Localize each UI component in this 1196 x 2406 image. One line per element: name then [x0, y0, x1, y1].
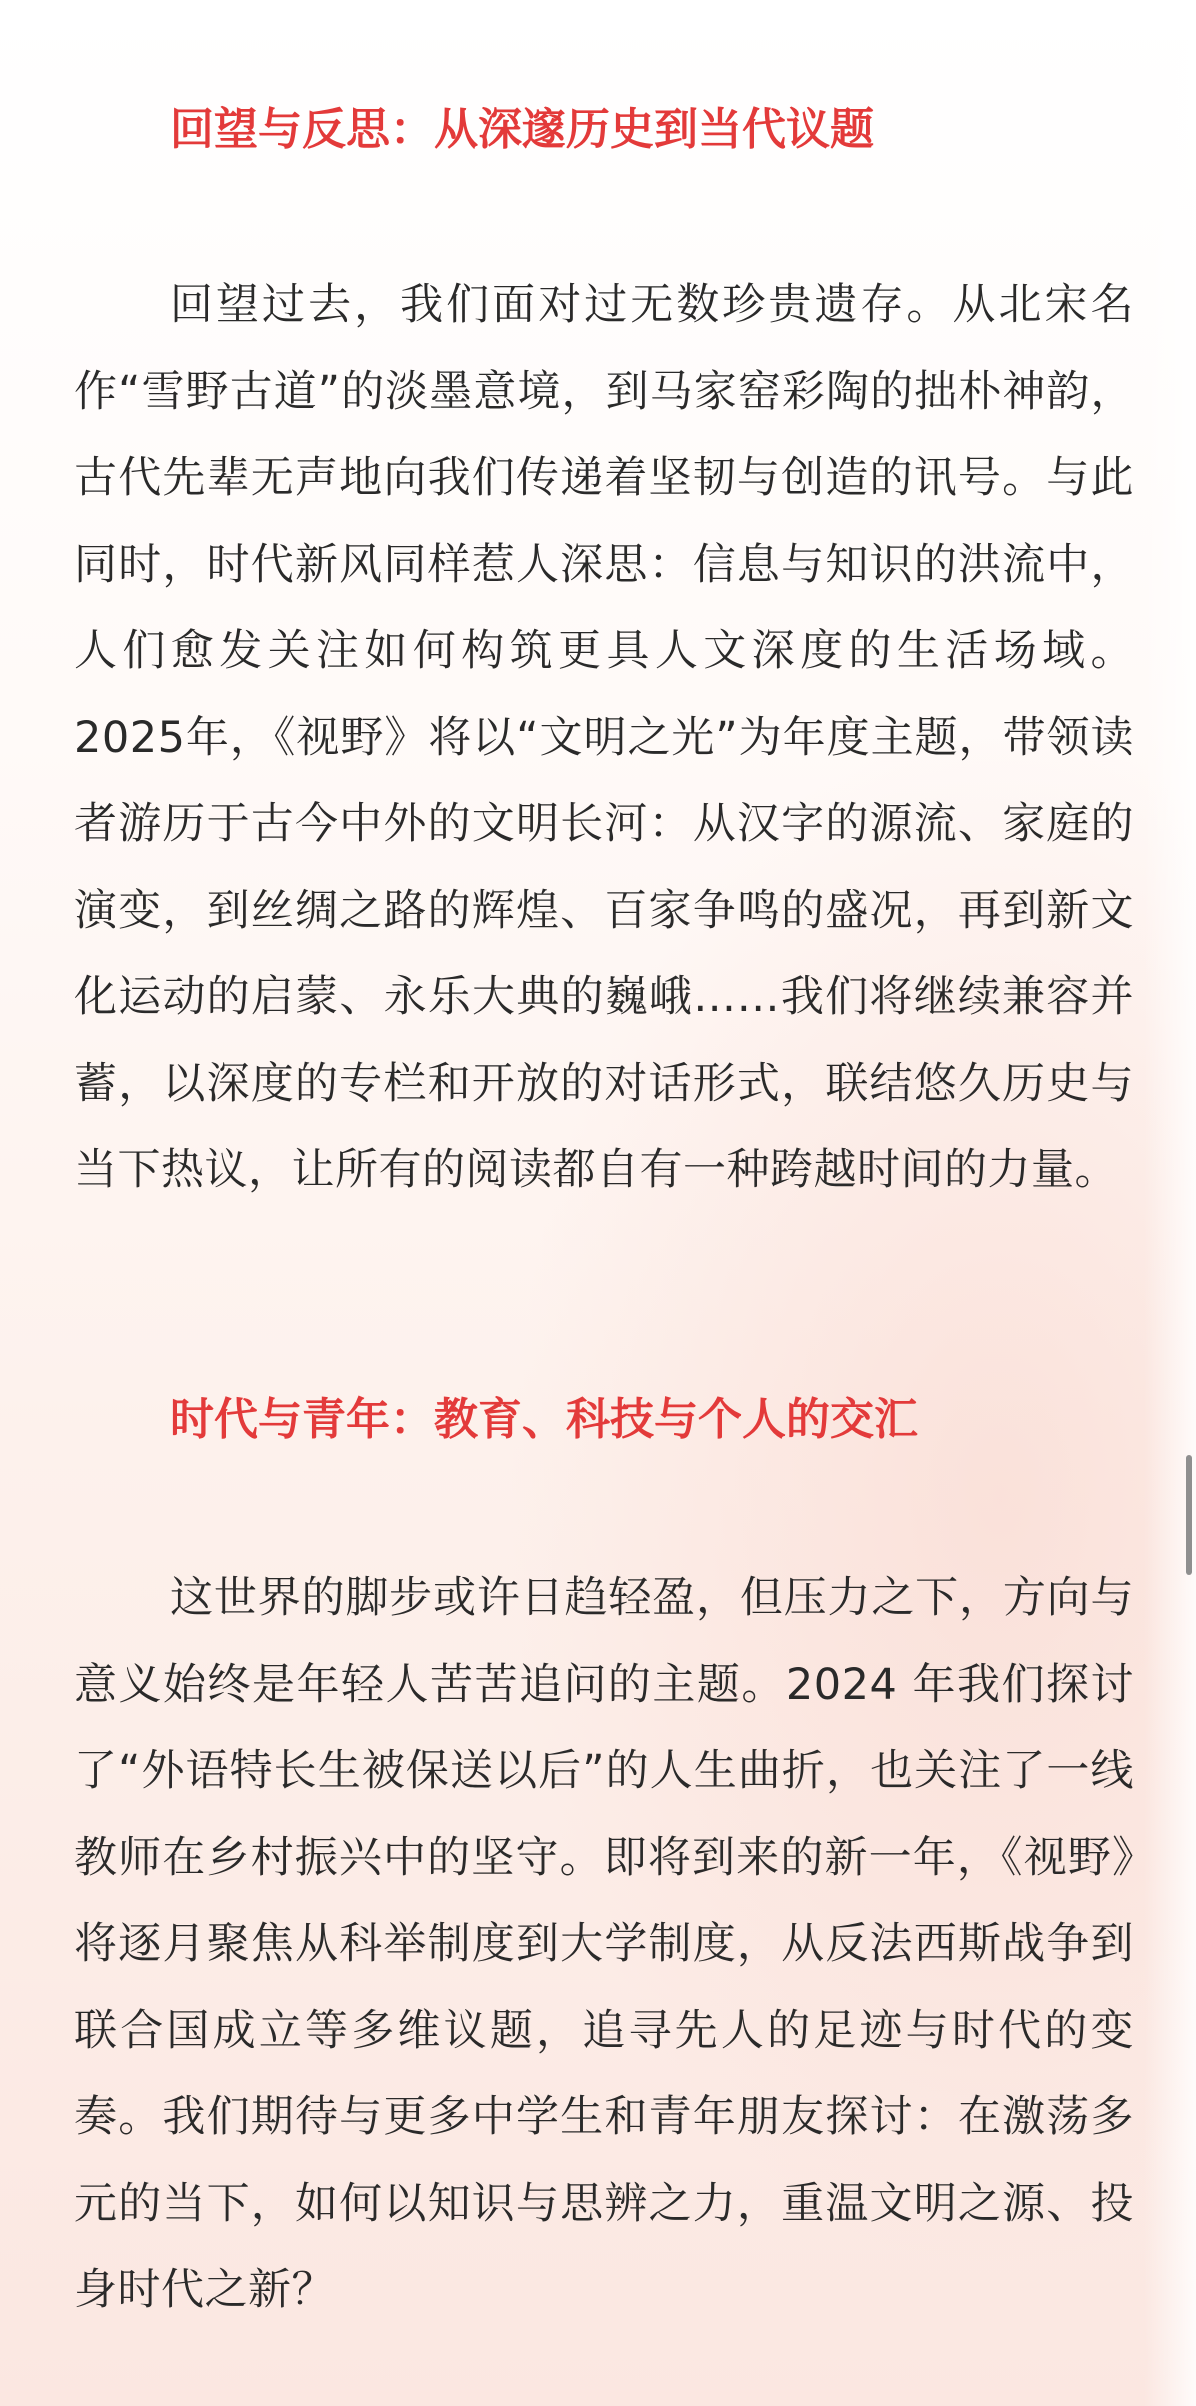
section-paragraph-youth: 这世界的脚步或许日趋轻盈，但压力之下，方向与意义始终是年轻人苦苦追问的主题。2024 年我们探讨了“外语特长生被保送以后”的人生曲折，也关注了一线教师在乡村振兴中的坚守。即将到来的新一年，《视野》将逐月聚焦从科举制度到大学制度，从反法西斯战争到联合国成立等多维议题，追寻先人的足迹与时代的变奏。我们期待与更多中学生和青年朋友探讨：在激荡多元的当下，如何以知识与思辨之力，重温文明之源、投身时代之新？	[74, 1573, 1134, 2315]
section-heading-history: 回望与反思：从深邃历史到当代议题	[170, 104, 874, 155]
section-heading-youth: 时代与青年：教育、科技与个人的交汇	[170, 1394, 918, 1445]
section-paragraph-history: 回望过去，我们面对过无数珍贵遗存。从北宋名作“雪野古道”的淡墨意境，到马家窑彩陶的拙朴神韵，古代先辈无声地向我们传递着坚韧与创造的讯号。与此同时，时代新风同样惹人深思：信息与知识的洪流中，人们愈发关注如何构筑更具人文深度的生活场域。2025年，《视野》将以“文明之光”为年度主题，带领读者游历于古今中外的文明长河：从汉字的源流、家庭的演变，到丝绸之路的辉煌、百家争鸣的盛况，再到新文化运动的启蒙、永乐大典的巍峨……我们将继续兼容并蓄，以深度的专栏和开放的对话形式，联结悠久历史与当下热议，让所有的阅读都自有一种跨越时间的力量。	[74, 280, 1134, 1195]
scrollbar-thumb[interactable]	[1186, 1455, 1192, 1575]
page-edge-fade	[1144, 0, 1196, 2406]
